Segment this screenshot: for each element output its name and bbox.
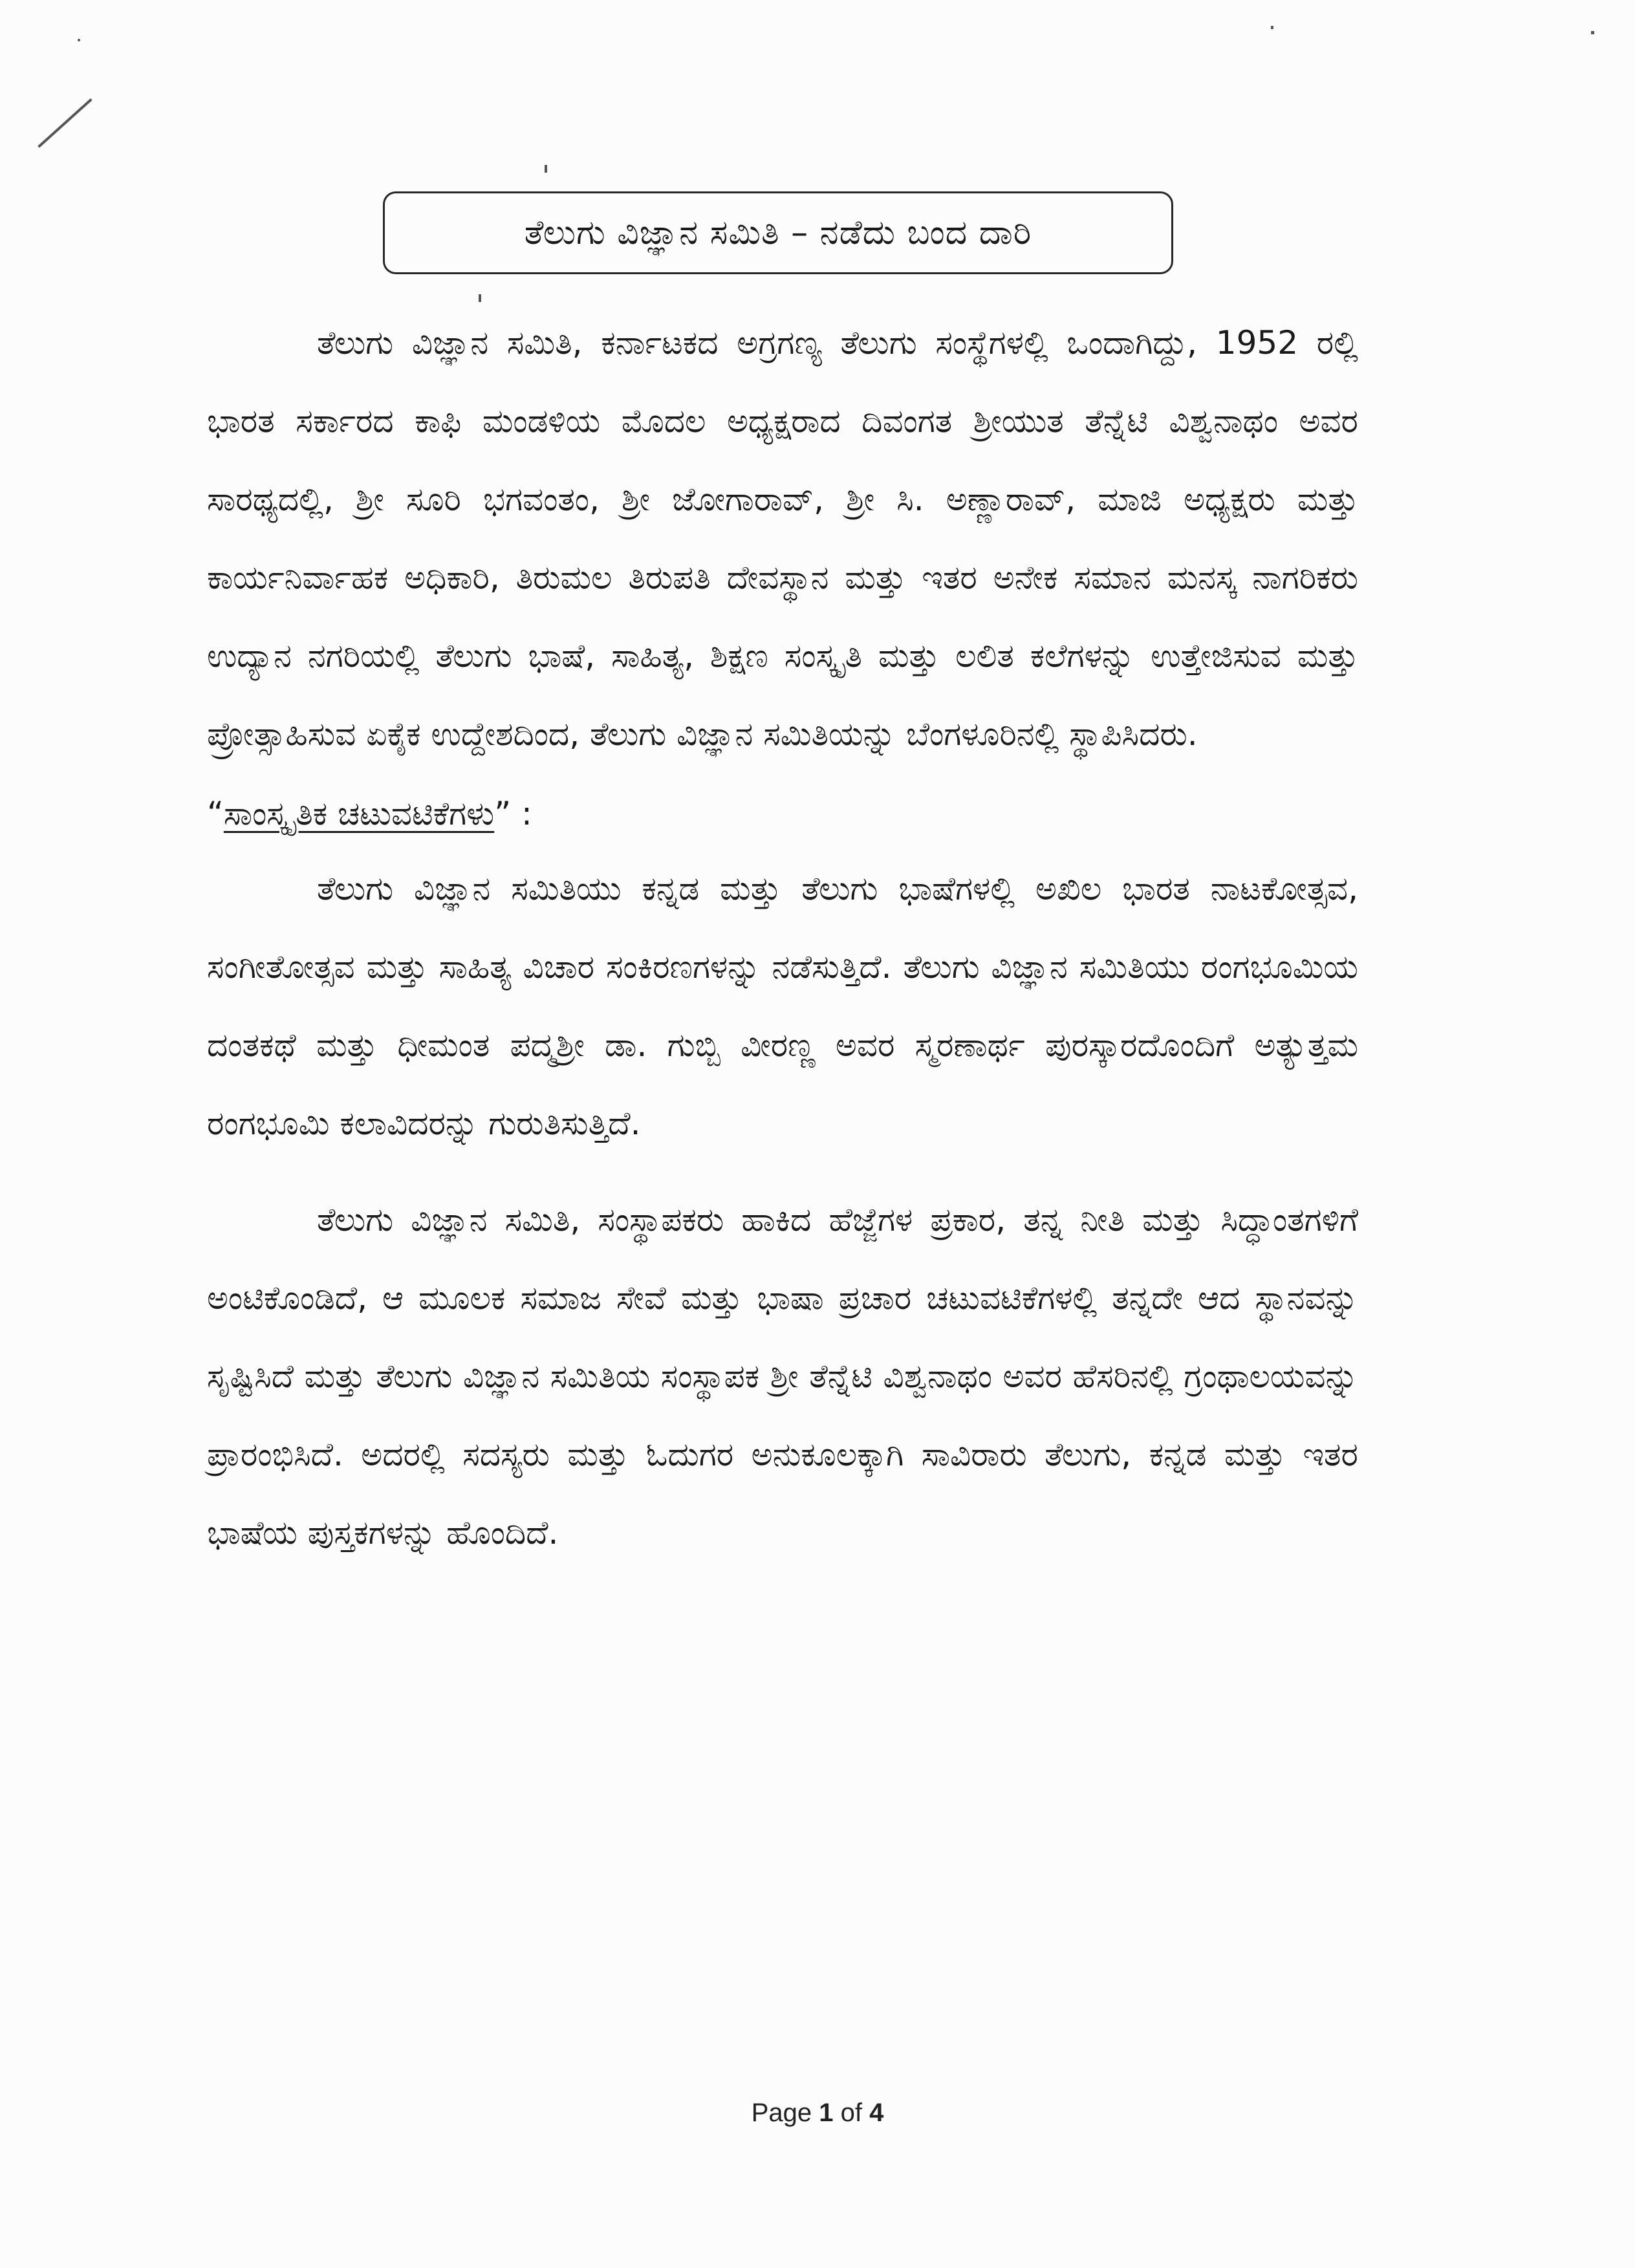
footer-middle: of — [833, 2099, 870, 2127]
scan-mark-dot — [1591, 31, 1594, 34]
page-title: ತೆಲುಗು ವಿಜ್ಞಾನ ಸಮಿತಿ – ನಡೆದು ಬಂದ ದಾರಿ — [524, 213, 1032, 252]
scan-mark-dot — [479, 294, 481, 302]
page-footer — [0, 2099, 1635, 2128]
paragraph-intro: ತೆಲುಗು ವಿಜ್ಞಾನ ಸಮಿತಿ, ಕರ್ನಾಟಕದ ಅಗ್ರಗಣ್ಯ ತೆಲುಗು ಸಂಸ್ಥೆಗಳಲ್ಲಿ ಒಂದಾಗಿದ್ದು, 1952 ರಲ್ಲಿ ಭಾರತ ಸರ್ಕಾರದ ಕಾಫಿ ಮಂಡಳಿಯ ಮೊದಲ ಅಧ್ಯಕ್ಷರಾದ ದಿವಂಗತ ಶ್ರೀಯುತ ತೆನ್ನೆಟಿ ವಿಶ್ವನಾಥಂ ಅವರ ಸಾರಥ್ಯದಲ್ಲಿ, ಶ್ರೀ ಸೂರಿ ಭಗವಂತಂ, ಶ್ರೀ ಜೋಗಾರಾವ್, ಶ್ರೀ ಸಿ. ಅಣ್ಣಾರಾವ್, ಮಾಜಿ ಅಧ್ಯಕ್ಷರು ಮತ್ತು ಕಾರ್ಯನಿರ್ವಾಹಕ ಅಧಿಕಾರಿ, ತಿರುಮಲ ತಿರುಪತಿ ದೇವಸ್ಥಾನ ಮತ್ತು ಇತರ ಅನೇಕ ಸಮಾನ ಮನಸ್ಕ ನಾಗರಿಕರು ಉದ್ಯಾನ ನಗರಿಯಲ್ಲಿ ತೆಲುಗು ಭಾಷೆ, ಸಾಹಿತ್ಯ, ಶಿಕ್ಷಣ ಸಂಸ್ಕೃತಿ ಮತ್ತು ಲಲಿತ ಕಲೆಗಳನ್ನು ಉತ್ತೇಜಿಸುವ ಮತ್ತು ಪ್ರೋತ್ಸಾಹಿಸುವ ಏಕೈಕ ಉದ್ದೇಶದಿಂದ, ತೆಲುಗು ವಿಜ್ಞಾನ ಸಮಿತಿಯನ್ನು ಬೆಂಗಳೂರಿನಲ್ಲಿ ಸ್ಥಾಪಿಸಿದರು. — [207, 324, 1358, 753]
paragraph-cultural-activities: ತೆಲುಗು ವಿಜ್ಞಾನ ಸಮಿತಿಯು ಕನ್ನಡ ಮತ್ತು ತೆಲುಗು ಭಾಷೆಗಳಲ್ಲಿ ಅಖಿಲ ಭಾರತ ನಾಟಕೋತ್ಸವ, ಸಂಗೀತೋತ್ಸವ ಮತ್ತು ಸಾಹಿತ್ಯ ವಿಚಾರ ಸಂಕಿರಣಗಳನ್ನು ನಡೆಸುತ್ತಿದೆ. ತೆಲುಗು ವಿಜ್ಞಾನ ಸಮಿತಿಯು ರಂಗಭೂಮಿಯ ದಂತಕಥೆ ಮತ್ತು ಧೀಮಂತ ಪದ್ಮಶ್ರೀ ಡಾ. ಗುಬ್ಬಿ ವೀರಣ್ಣ ಅವರ ಸ್ಮರಣಾರ್ಥ ಪುರಸ್ಕಾರದೊಂದಿಗೆ ಅತ್ಯುತ್ತಮ ರಂಗಭೂಮಿ ಕಲಾವಿದರನ್ನು ಗುರುತಿಸುತ್ತಿದೆ. — [207, 870, 1358, 1142]
footer-total-pages: 4 — [869, 2099, 884, 2127]
scan-mark-dot — [78, 39, 80, 41]
scan-mark-dot — [545, 165, 547, 173]
section-heading-text: ಸಾಂಸ್ಕೃತಿಕ ಚಟುವಟಿಕೆಗಳು — [223, 795, 495, 832]
section-heading-close: ” : — [494, 795, 532, 832]
scan-mark-stroke — [38, 98, 92, 148]
footer-current-page: 1 — [819, 2099, 834, 2127]
paragraph-library: ತೆಲುಗು ವಿಜ್ಞಾನ ಸಮಿತಿ, ಸಂಸ್ಥಾಪಕರು ಹಾಕಿದ ಹೆಜ್ಜೆಗಳ ಪ್ರಕಾರ, ತನ್ನ ನೀತಿ ಮತ್ತು ಸಿದ್ಧಾಂತಗಳಿಗೆ ಅಂಟಿಕೊಂಡಿದೆ, ಆ ಮೂಲಕ ಸಮಾಜ ಸೇವೆ ಮತ್ತು ಭಾಷಾ ಪ್ರಚಾರ ಚಟುವಟಿಕೆಗಳಲ್ಲಿ ತನ್ನದೇ ಆದ ಸ್ಥಾನವನ್ನು ಸೃಷ್ಟಿಸಿದೆ ಮತ್ತು ತೆಲುಗು ವಿಜ್ಞಾನ ಸಮಿತಿಯ ಸಂಸ್ಥಾಪಕ ಶ್ರೀ ತೆನ್ನೆಟಿ ವಿಶ್ವನಾಥಂ ಅವರ ಹೆಸರಿನಲ್ಲಿ ಗ್ರಂಥಾಲಯವನ್ನು ಪ್ರಾರಂಭಿಸಿದೆ. ಅದರಲ್ಲಿ ಸದಸ್ಯರು ಮತ್ತು ಓದುಗರ ಅನುಕೂಲಕ್ಕಾಗಿ ಸಾವಿರಾರು ತೆಲುಗು, ಕನ್ನಡ ಮತ್ತು ಇತರ ಭಾಷೆಯ ಪುಸ್ತಕಗಳನ್ನು ಹೊಂದಿದೆ. — [207, 1201, 1358, 1551]
section-heading-open-quote: “ — [207, 795, 224, 832]
document-body — [207, 304, 1358, 1572]
title-box — [383, 191, 1173, 274]
section-heading — [207, 781, 1358, 846]
scan-mark-dot — [1271, 26, 1273, 29]
footer-prefix: Page — [751, 2099, 819, 2127]
